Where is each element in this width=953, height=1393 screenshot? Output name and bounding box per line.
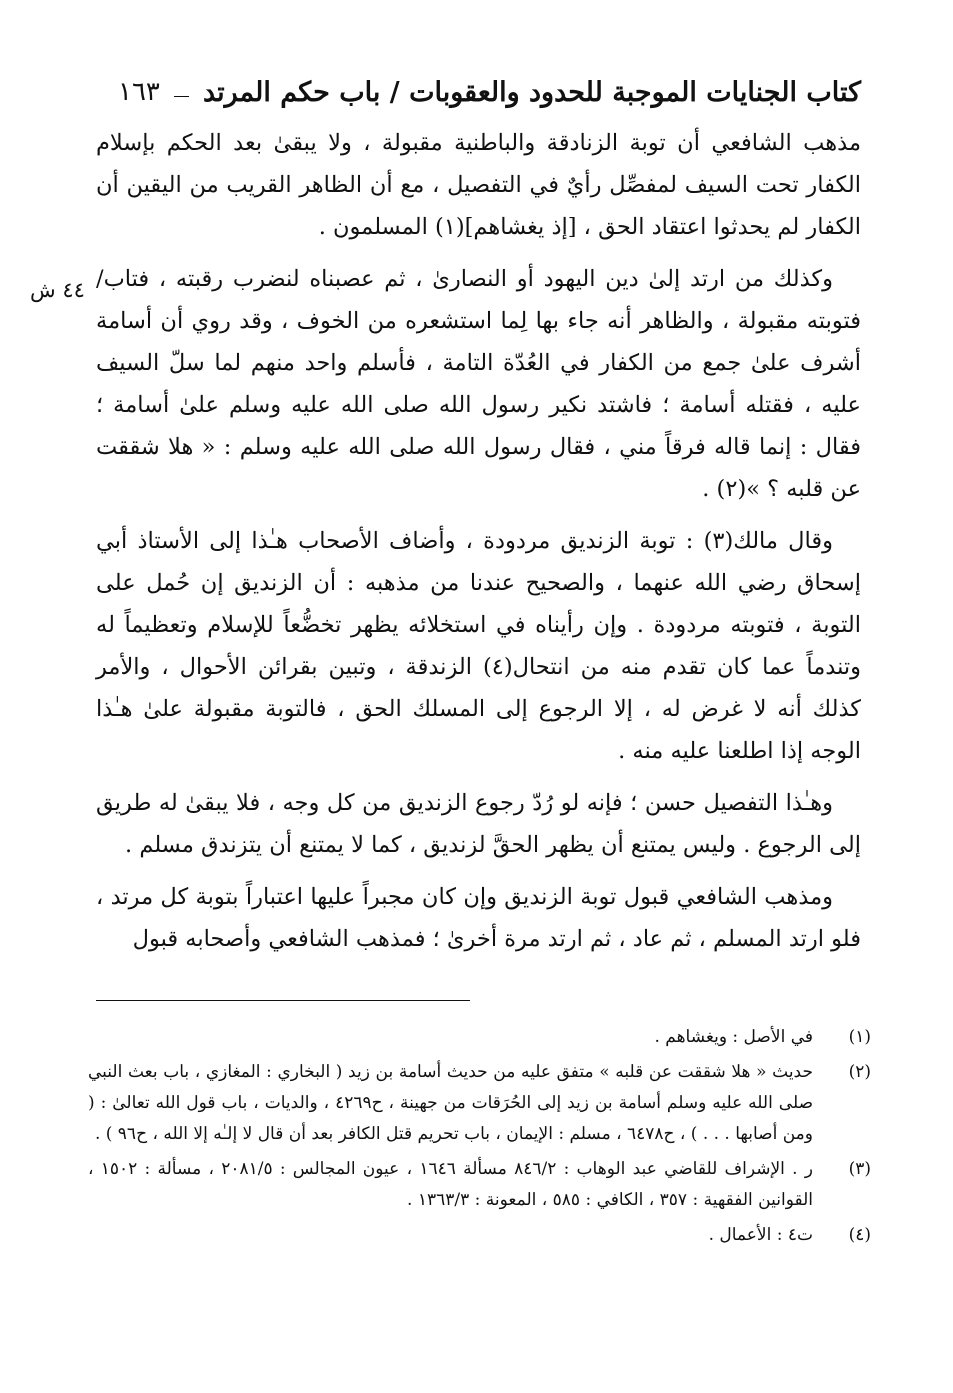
footnote-text: حديث « هلا شققت عن قلبه » متفق عليه من حديث أسامة بن زيد ( البخاري : المغازي ، باب بعث النبي صلى الله عليه وسلم أسامة بن زيد إلى الحُرَقات من جهينة ، ح٤٢٦٩ ، والديات ، باب قول الله تعالىٰ : ( ومن أصابها . . . ) ، ح٦٤٧٨ ، مسلم : الإيمان ، باب تحريم قتل الكافر بعد أن قال لا إلـٰه إلا الله ، ح٩٦ ) .	[88, 1062, 814, 1144]
header-title: كتاب الجنايات الموجبة للحدود والعقوبات / باب حكم المرتد	[202, 76, 861, 108]
main-text	[96, 122, 861, 970]
paragraph-4: وهـٰذا التفصيل حسن ؛ فإنه لو رُدّ رجوع الزنديق من كل وجه ، فلا يبقىٰ له طريق إلى الرجوع . وليس يمتنع أن يظهر الحقَّ لزنديق ، كما لا يمتنع أن يتزندق مسلم .	[96, 790, 861, 858]
paragraph-5: ومذهب الشافعي قبول توبة الزنديق وإن كان مجبراً عليها اعتباراً بتوبة كل مرتد ، فلو ارتد المسلم ، ثم عاد ، ثم ارتد مرة أخرىٰ ؛ فمذهب الشافعي وأصحابه قبول	[96, 884, 861, 952]
paragraph-1: مذهب الشافعي أن توبة الزنادقة والباطنية مقبولة ، ولا يبقىٰ بعد الحكم بإسلام الكفار تحت السيف لمفصِّل رأيٌ في التفصيل ، مع أن الظاهر القريب من اليقين أن الكفار لم يحدثوا اعتقاد الحق ، [إذ يغشاهم](١) المسلمون .	[96, 130, 861, 240]
footnote-number: (٢)	[848, 1062, 871, 1082]
footnote-text: ر . الإشراف للقاضي عبد الوهاب : ٨٤٦/٢ مسألة ١٦٤٦ ، عيون المجالس : ٢٠٨١/٥ ، مسألة : ١٥٠٢ ، القوانين الفقهية : ٣٥٧ ، الكافي : ٥٨٥ ، المعونة : ١٣٦٣/٣ .	[88, 1159, 813, 1210]
footnote-number: (٣)	[848, 1159, 871, 1179]
footnote-separator	[96, 1000, 470, 1001]
footnote-text: ت٤ : الأعمال .	[708, 1225, 813, 1245]
page-number: ١٦٣	[118, 77, 160, 107]
footnote	[88, 1154, 871, 1216]
header-rule	[174, 96, 189, 97]
margin-note: ٤٤ ش	[30, 278, 85, 302]
footnote	[88, 1220, 871, 1251]
footnote-number: (١)	[848, 1027, 871, 1047]
paragraph-3: وقال مالك(٣) : توبة الزنديق مردودة ، وأضاف الأصحاب هـٰذا إلى الأستاذ أبي إسحاق رضي الله عنهما ، والصحيح عندنا من مذهبه : أن الزنديق إن حُمل على التوبة ، فتوبته مردودة . وإن رأيناه في استخلائه يظهر تخضُّعاً للإسلام وتعظيماً له وتندماً عما كان تقدم منه من انتحال(٤) الزندقة ، وتبين بقرائن الأحوال ، والأمر كذلك أنه لا غرض له ، إلا الرجوع إلى المسلك الحق ، فالتوبة مقبولة علىٰ هـٰذا الوجه إذا اطلعنا عليه منه .	[96, 528, 861, 764]
footnote	[88, 1022, 871, 1053]
footnote-number: (٤)	[848, 1225, 871, 1245]
footnote	[88, 1057, 871, 1150]
running-header	[118, 70, 861, 114]
paragraph-2: وكذلك من ارتد إلىٰ دين اليهود أو النصارىٰ ، ثم عصبناه لنضرب رقبته ، فتاب/ فتوبته مقبولة ، والظاهر أنه جاء بها لِما استشعره من الخوف ، وقد روي أن أسامة أشرف علىٰ جمع من الكفار في العُدّة التامة ، فأسلم واحد منهم لما سلّ السيف عليه ، فقتله أسامة ؛ فاشتد نكير رسول الله صلى الله عليه وسلم علىٰ أسامة ؛ فقال : إنما قاله فرقاً مني ، فقال رسول الله صلى الله عليه وسلم : « هلا شققت عن قلبه ؟ »(٢) .	[96, 266, 861, 502]
footnotes	[88, 1022, 871, 1255]
footnote-text: في الأصل : ويغشاهم .	[654, 1027, 813, 1047]
